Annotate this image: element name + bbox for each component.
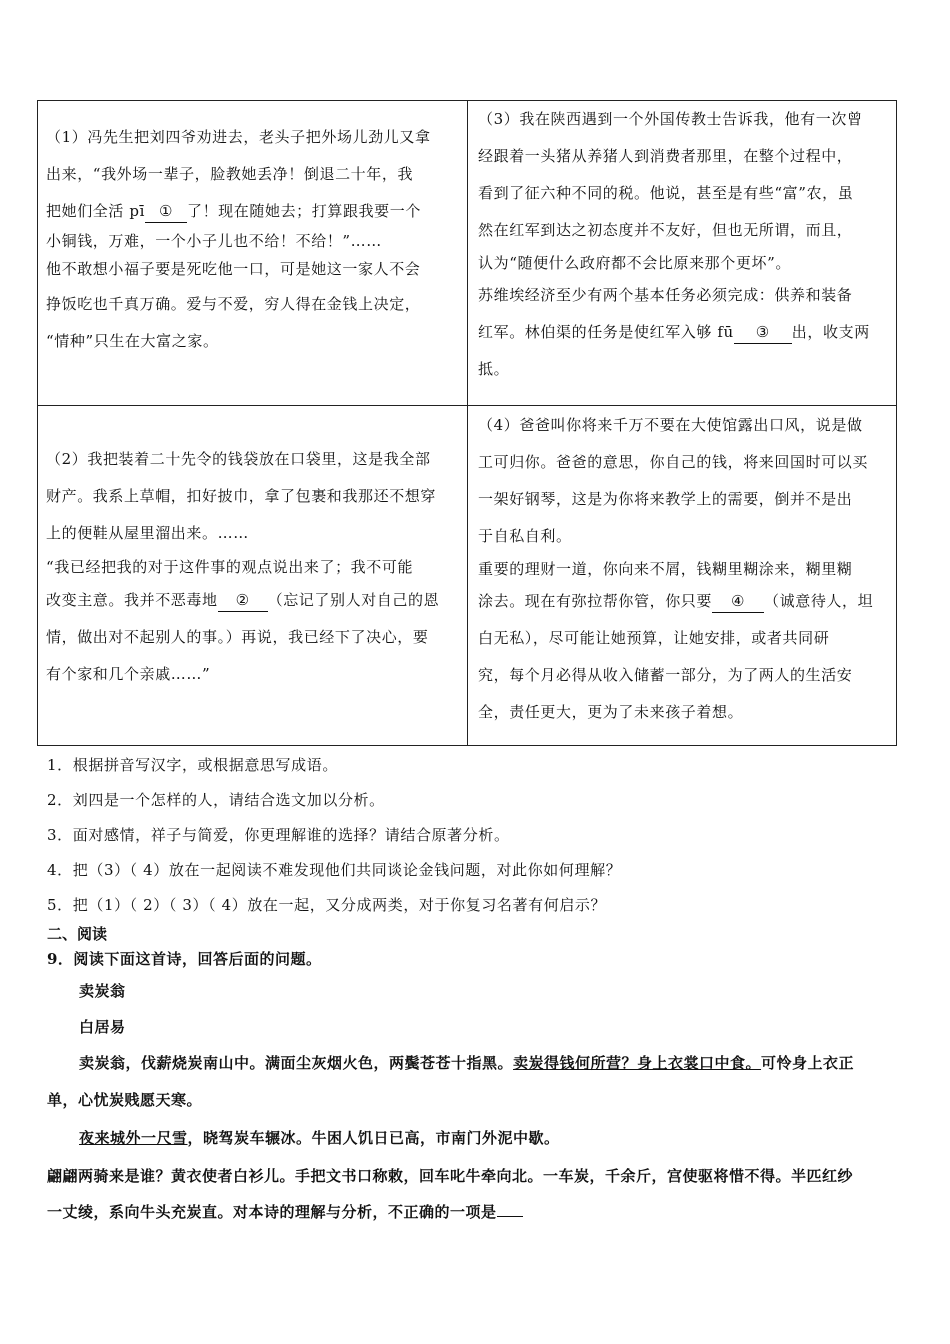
text-line: 上的便鞋从屋里溜出来。…… [46,524,249,542]
table-divider-horizontal [38,405,896,406]
fill-blank-3[interactable]: ③ [734,321,792,344]
poem-line: 单，心忧炭贱愿天寒。 [47,1091,203,1109]
text-line: “情种”只生在大富之家。 [46,332,219,350]
text-line: 抵。 [478,360,510,378]
text-fragment: 卖炭翁，伐薪烧炭南山中。满面尘灰烟火色，两鬓苍苍十指黑。 [79,1054,514,1072]
poem-question [47,946,907,1230]
poem-line [47,1118,907,1158]
text-line: 重要的理财一道，你向来不屑，钱糊里糊涂来，糊里糊 [478,560,853,578]
poem-line [47,1044,907,1082]
fill-blank-4[interactable]: ④ [712,590,764,613]
text-line: 经跟着一头猪从养猪人到消费者那里，在整个过程中， [478,147,853,165]
text-line: （3）我在陕西遇到一个外国传教士告诉我，他有一次曾 [478,110,863,128]
text-line: （4）爸爸叫你将来千万不要在大使馆露出口风，说是做 [478,416,863,434]
text-line: 认为“随便什么政府都不会比原来那个更坏”。 [478,254,791,272]
text-line: 全，责任更大，更为了未来孩子着想。 [478,703,744,721]
text-line: 小铜钱，万难，一个小子儿也不给！不给！”…… [46,232,382,250]
text-line: 挣饭吃也千真万确。爱与不爱，穷人得在金钱上决定， [46,295,421,313]
text-line: 出来，“我外场一辈子，脸教她丢净！倒退二十年，我 [46,165,414,183]
question-item: 4．把（3）（ 4）放在一起阅读不难发现他们共同谈论金钱问题，对此你如何理解？ [47,861,622,879]
poem-line: 翩翩两骑来是谁？黄衣使者白衫儿。手把文书口称敕，回车叱牛牵向北。一车炭，千余斤，宫使驱将惜不得。半匹红纱 [47,1167,854,1185]
text-line [46,193,464,230]
question-item: 5．把（1）（ 2）（ 3）（ 4）放在一起，又分成两类，对于你复习名著有何启示？ [47,896,607,914]
text-line: 有个家和几个亲戚……” [46,665,211,683]
text-line: “我已经把我的对于这件事的观点说出来了；我不可能 [46,558,414,576]
table-cell-excerpt-3 [478,101,890,388]
text-fragment: 把她们全活 pī [46,202,145,220]
poem-author: 白居易 [79,1018,126,1036]
text-fragment: 一丈绫，系向牛头充炭直。对本诗的理解与分析，不正确的一项是 [47,1203,497,1221]
fill-blank-1[interactable]: ① [145,200,187,223]
text-line: （1）冯先生把刘四爷劝进去，老头子把外场儿劲儿又拿 [46,128,431,146]
text-line: 看到了征六种不同的税。他说，甚至是有些“富”农，虽 [478,184,854,202]
reading-table [37,100,897,746]
text-fragment: （诚意待人，坦 [764,592,874,610]
poem-line [47,1194,907,1230]
table-cell-excerpt-4 [478,407,890,731]
section-title: 二、阅读 [47,925,108,943]
text-line: 他不敢想小福子要是死吃他一口，可是她这一家人不会 [46,260,421,278]
text-line: 财产。我系上草帽，扣好披巾，拿了包裹和我那还不想穿 [46,487,437,505]
text-line: （2）我把装着二十先令的钱袋放在口袋里，这是我全部 [46,450,431,468]
text-line [478,314,890,351]
table-divider-vertical [467,101,468,745]
question-item: 3．面对感情，祥子与简爱，你更理解谁的选择？请结合原著分析。 [47,826,510,844]
table-cell-excerpt-1 [46,119,464,360]
fill-blank-2[interactable]: ② [218,589,268,612]
poem-title: 卖炭翁 [79,982,126,1000]
answer-blank[interactable] [497,1202,523,1217]
text-line: 白无私），尽可能让她预算，让她安排，或者共同研 [478,629,830,647]
text-fragment: 涂去。现在有弥拉帮你管，你只要 [478,592,713,610]
text-line: 工可归你。爸爸的意思，你自己的钱，将来回国时可以买 [478,453,869,471]
table-cell-excerpt-2 [46,441,464,693]
text-fragment: 改变主意。我并不恶毒地 [46,591,218,609]
question-prompt: 9．阅读下面这首诗，回答后面的问题。 [47,950,322,968]
text-fragment: （忘记了别人对自己的恩 [267,591,440,609]
text-line: 苏维埃经济至少有两个基本任务必须完成：供养和装备 [478,286,853,304]
text-line: 于自私自利。 [478,527,572,545]
text-line: 然在红军到达之初态度并不友好，但也无所谓，而且， [478,221,853,239]
text-line [46,582,464,619]
text-fragment: 出，收支两 [791,323,870,341]
text-fragment: ，晓驾炭车辗冰。牛困人饥日已高，市南门外泥中歇。 [187,1129,560,1147]
question-list [47,748,907,923]
text-fragment: 红军。林伯渠的任务是使红军入够 fū [478,323,734,341]
text-line: 情，做出对不起别人的事。）再说，我已经下了决心，要 [46,628,429,646]
underlined-text: 夜来城外一尺雪 [79,1129,188,1147]
text-line [478,583,890,620]
text-line: 究，每个月必得从收入储蓄一部分，为了两人的生活安 [478,666,853,684]
question-item: 2．刘四是一个怎样的人，请结合选文加以分析。 [47,791,385,809]
question-item: 1．根据拼音写汉字，或根据意思写成语。 [47,756,338,774]
text-fragment: 可怜身上衣正 [761,1054,855,1072]
text-fragment: 了！现在随她去；打算跟我要一个 [186,202,421,220]
text-line: 一架好钢琴，这是为你将来教学上的需要，倒并不是出 [478,490,853,508]
underlined-text: 卖炭得钱何所营？身上衣裳口中食。 [513,1054,762,1072]
